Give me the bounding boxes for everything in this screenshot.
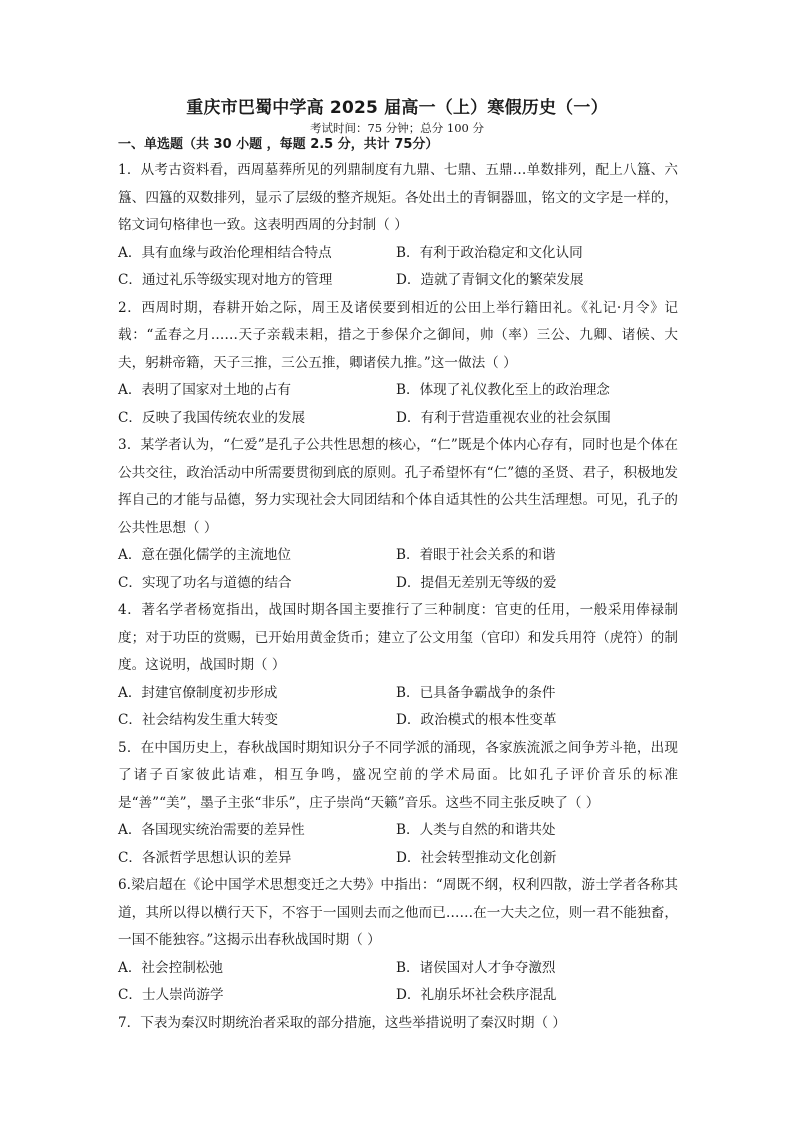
option-c: C．反映了我国传统农业的发展 [118,409,306,426]
option-d: D．有利于营造重视农业的社会氛围 [396,409,611,426]
question-1 [118,157,678,295]
question-7 [118,1010,678,1038]
question-6 [118,872,678,1010]
option-a: A．各国现实统治需要的差异性 [118,822,305,838]
exam-title: 重庆市巴蜀中学高 2025 届高一（上）寒假历史（一） [186,98,608,118]
question-stem: 2．西周时期，春耕开始之际，周王及诸侯要到相近的公田上举行籍田礼。《礼记·月令》记载：“孟春之月……天子亲载耒耜，措之于参保介之御间，帅（率）三公、九卿、诸候、大夫，躬耕帝籍，天子三推，三公五推，卿诸侯九推。”这一做法（ ） [118,299,678,371]
question-options [118,817,678,872]
question-stem: 3．某学者认为，“仁爱”是孔子公共性思想的核心，“仁”既是个体内心存有，同时也是个体在公共交往，政治活动中所需要贯彻到底的原则。孔子希望怀有“仁”德的圣贤、君子，积极地发挥自己的才能与品德，努力实现社会大同团结和个体自适其性的公共生活理想。可见，孔子的公共性思想（ ） [118,437,678,536]
option-d: D．造就了青铜文化的繁荣发展 [396,272,584,288]
question-list [118,157,678,1037]
option-b: B．诸侯国对人才争夺激烈 [396,959,556,976]
question-stem: 5．在中国历史上，春秋战国时期知识分子不同学派的涌现，各家族流派之间争芳斗艳，出现了诸子百家彼此诘难，相互争鸣，盛况空前的学术局面。比如孔子评价音乐的标准是“善”“美”，墨子主张“非乐”，庄子崇尚“天籁”音乐。这些不同主张反映了（ ） [118,739,678,811]
option-b: B．着眼于社会关系的和谐 [396,547,556,563]
option-b: B．人类与自然的和谐共处 [396,822,556,838]
option-a: A．封建官僚制度初步形成 [118,684,278,701]
option-a: A．社会控制松弛 [118,959,223,976]
question-options [118,542,678,597]
question-options [118,240,678,295]
option-a: A．具有血缘与政治伦理相结合特点 [118,244,332,261]
option-c: C．各派哲学思想认识的差异 [118,849,292,866]
option-d: D．社会转型推动文化创新 [396,849,557,866]
question-stem: 4．著名学者杨宽指出，战国时期各国主要推行了三种制度：官吏的任用，一般采用俸禄制度；对于功臣的赏赐，已开始用黄金货币；建立了公文用玺（官印）和发兵用符（虎符）的制度。这说明，战国时期（ ） [118,602,678,673]
section-heading: 一、单选题（共 30 小题 ，每题 2.5 分，共计 75分） [118,137,439,152]
question-options [118,680,678,735]
option-a: A．意在强化儒学的主流地位 [118,547,291,563]
option-c: C．士人崇尚游学 [118,987,224,1003]
exam-subtitle: 考试时间：75 分钟；总分 100 分 [309,121,485,135]
question-2 [118,295,678,433]
option-d: D．提倡无差别无等级的爱 [396,574,557,591]
question-5 [118,735,678,873]
option-b: B．已具备争霸战争的条件 [396,684,556,701]
option-b: B．有利于政治稳定和文化认同 [396,244,583,261]
option-c: C．社会结构发生重大转变 [118,712,278,728]
option-a: A．表明了国家对土地的占有 [118,382,291,398]
option-b: B．体现了礼仪教化至上的政治理念 [396,382,610,398]
question-options [118,955,678,1010]
option-d: D．政治模式的根本性变革 [396,712,557,728]
question-stem: 7．下表为秦汉时期统治者采取的部分措施，这些举措说明了秦汉时期（ ） [118,1014,566,1031]
question-stem: 1．从考古资料看，西周墓葬所见的列鼎制度有九鼎、七鼎、五鼎…单数排列，配上八簋、六簋、四簋的双数排列，显示了层级的整齐规矩。各处出土的青铜器皿，铭文的文字是一样的，铭文词句格律也一致。这表明西周的分封制（ ） [118,162,678,233]
option-c: C．实现了功名与道德的结合 [118,574,292,591]
question-options [118,377,678,432]
question-3 [118,432,678,597]
question-stem: 6.梁启超在《论中国学术思想变迁之大势》中指出：“周既不纲，权利四散，游士学者各称其道，其所以得以横行天下，不容于一国则去而之他而已……在一大夫之位，则一君不能独畜，一国不能独容。”这揭示出春秋战国时期（ ） [118,877,678,948]
option-c: C．通过礼乐等级实现对地方的管理 [118,272,333,288]
option-d: D．礼崩乐坏社会秩序混乱 [396,987,557,1003]
question-4 [118,597,678,735]
